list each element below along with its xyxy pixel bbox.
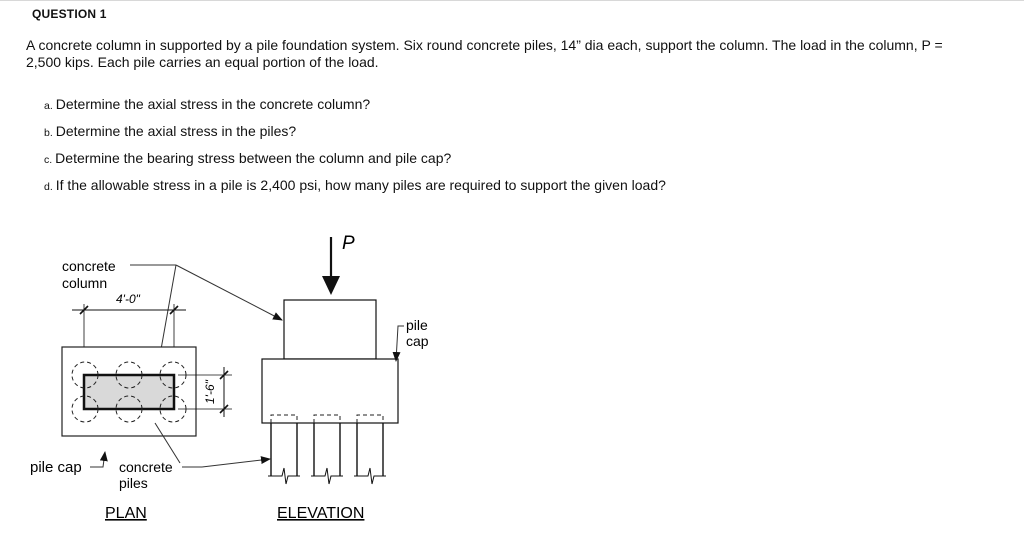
height-dimension: 1'-6" — [203, 380, 217, 404]
pile-cap-elev-label-2: cap — [406, 333, 429, 349]
intro-line-2: 2,500 kips. Each pile carries an equal portion of the load. — [26, 54, 379, 70]
question-heading: QUESTION 1 — [32, 7, 107, 21]
column-leader-elev — [176, 265, 282, 320]
plan-title: PLAN — [105, 505, 147, 522]
part-a-text: Determine the axial stress in the concrete column? — [55, 96, 371, 112]
part-d-text: If the allowable stress in a pile is 2,400 psi, how many piles are required to support the given load? — [55, 177, 666, 193]
pile-cap-elev-label-1: pile — [406, 317, 428, 333]
pile-cap-plan-leader — [90, 452, 105, 467]
part-a-label: a. — [44, 100, 53, 112]
intro-line-1: A concrete column in supported by a pile foundation system. Six round concrete piles, 14” dia each, support the column. The load in the column, P = — [26, 37, 943, 53]
concrete-column-label-1: concrete — [62, 258, 116, 274]
pile-cap-elevation — [262, 359, 398, 423]
part-c-label: c. — [44, 154, 53, 166]
concrete-piles-label-1: concrete — [119, 459, 173, 475]
load-label: P — [342, 233, 355, 254]
concrete-piles-label-2: piles — [119, 475, 148, 491]
load-arrow-head — [322, 276, 340, 295]
piles-leader-elev — [202, 459, 270, 467]
pile-cap-plan-label: pile cap — [30, 459, 82, 476]
width-dimension: 4'-0" — [116, 292, 140, 306]
part-b-text: Determine the axial stress in the piles? — [55, 123, 297, 139]
part-c-text: Determine the bearing stress between the column and pile cap? — [55, 150, 452, 166]
part-b-label: b. — [44, 127, 53, 139]
pile-break-marks — [268, 468, 386, 484]
column-elevation — [284, 300, 376, 359]
concrete-column-label-2: column — [62, 275, 108, 291]
elevation-title: ELEVATION — [277, 505, 365, 522]
pile-cap-elev-leader — [396, 326, 404, 361]
plan-view — [30, 258, 282, 522]
elevation-view — [262, 233, 429, 522]
part-d-label: d. — [44, 181, 53, 193]
